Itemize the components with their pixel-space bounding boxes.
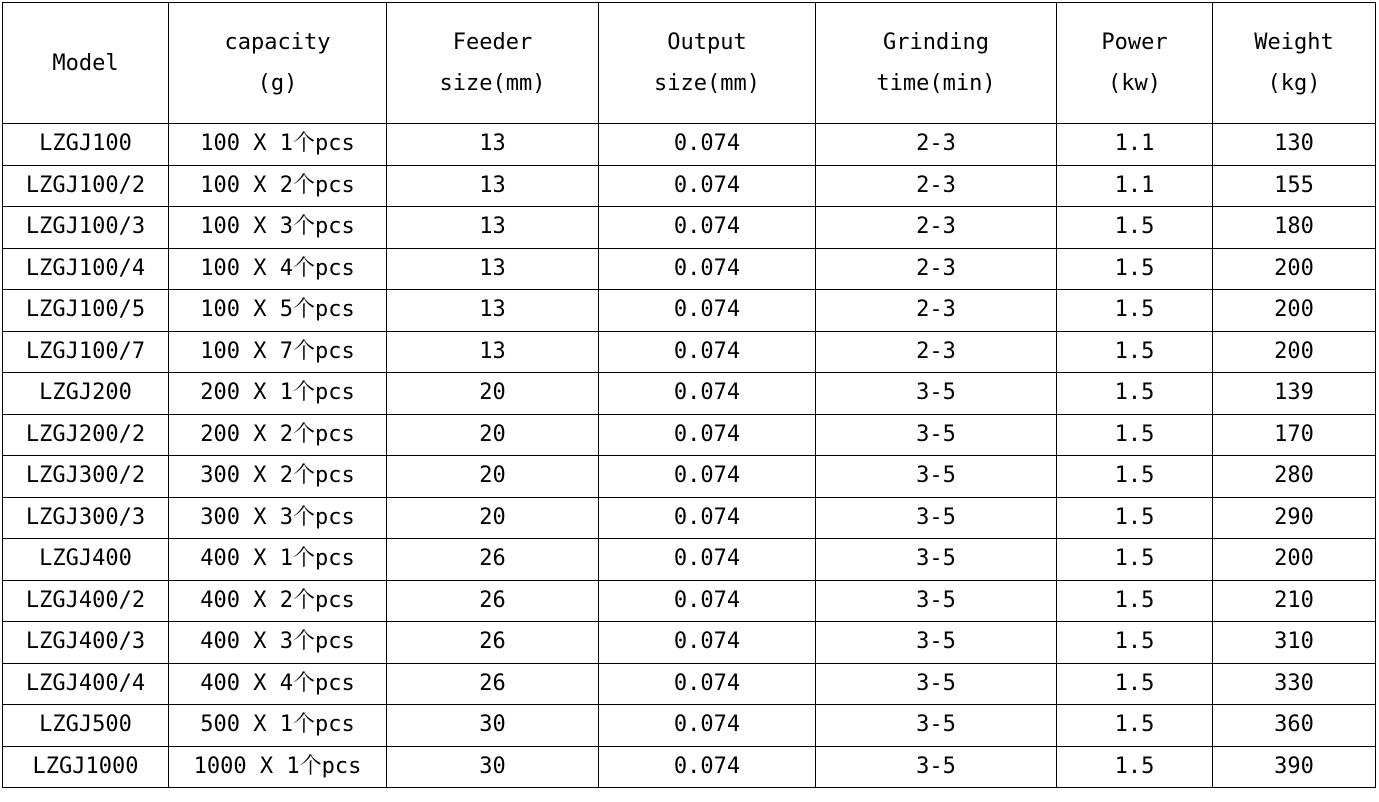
header-model-label: Model bbox=[52, 50, 119, 76]
cell-feeder-size: 20 bbox=[387, 456, 599, 498]
cell-model: LZGJ100/5 bbox=[3, 290, 169, 332]
cell-feeder-size: 13 bbox=[387, 124, 599, 166]
cell-capacity: 200 X 1个pcs bbox=[169, 373, 387, 415]
cell-weight: 180 bbox=[1213, 207, 1376, 249]
cell-grinding-time: 3-5 bbox=[816, 622, 1057, 664]
cell-model: LZGJ300/2 bbox=[3, 456, 169, 498]
spec-table bbox=[2, 2, 1376, 788]
table-row bbox=[3, 331, 1376, 373]
cell-model: LZGJ100/7 bbox=[3, 331, 169, 373]
table-row bbox=[3, 622, 1376, 664]
cell-grinding-time: 2-3 bbox=[816, 290, 1057, 332]
cell-weight: 200 bbox=[1213, 539, 1376, 581]
table-body bbox=[3, 124, 1376, 788]
cell-output-size: 0.074 bbox=[599, 580, 816, 622]
header-weight-label: Weight bbox=[1254, 30, 1334, 55]
cell-output-size: 0.074 bbox=[599, 622, 816, 664]
cell-output-size: 0.074 bbox=[599, 248, 816, 290]
header-row bbox=[3, 3, 1376, 124]
cell-grinding-time: 2-3 bbox=[816, 331, 1057, 373]
cell-feeder-size: 13 bbox=[387, 207, 599, 249]
cell-power: 1.5 bbox=[1057, 414, 1213, 456]
cell-power: 1.5 bbox=[1057, 580, 1213, 622]
cell-weight: 200 bbox=[1213, 331, 1376, 373]
cell-weight: 390 bbox=[1213, 746, 1376, 788]
cell-grinding-time: 2-3 bbox=[816, 207, 1057, 249]
cell-grinding-time: 3-5 bbox=[816, 580, 1057, 622]
cell-weight: 130 bbox=[1213, 124, 1376, 166]
cell-model: LZGJ200 bbox=[3, 373, 169, 415]
cell-feeder-size: 20 bbox=[387, 497, 599, 539]
cell-grinding-time: 3-5 bbox=[816, 539, 1057, 581]
cell-feeder-size: 20 bbox=[387, 414, 599, 456]
cell-feeder-size: 26 bbox=[387, 622, 599, 664]
cell-power: 1.5 bbox=[1057, 622, 1213, 664]
cell-output-size: 0.074 bbox=[599, 290, 816, 332]
header-output-unit: size(mm) bbox=[654, 71, 760, 96]
table-header bbox=[3, 3, 1376, 124]
cell-output-size: 0.074 bbox=[599, 331, 816, 373]
header-grinding-unit: time(min) bbox=[876, 71, 996, 96]
cell-output-size: 0.074 bbox=[599, 663, 816, 705]
table-row bbox=[3, 456, 1376, 498]
cell-feeder-size: 30 bbox=[387, 746, 599, 788]
cell-model: LZGJ200/2 bbox=[3, 414, 169, 456]
header-feeder-size bbox=[387, 3, 599, 124]
cell-grinding-time: 3-5 bbox=[816, 746, 1057, 788]
cell-power: 1.1 bbox=[1057, 165, 1213, 207]
cell-power: 1.5 bbox=[1057, 705, 1213, 747]
cell-output-size: 0.074 bbox=[599, 207, 816, 249]
cell-weight: 139 bbox=[1213, 373, 1376, 415]
header-weight bbox=[1213, 3, 1376, 124]
header-grinding-time bbox=[816, 3, 1057, 124]
cell-power: 1.5 bbox=[1057, 539, 1213, 581]
cell-output-size: 0.074 bbox=[599, 124, 816, 166]
header-model bbox=[3, 3, 169, 124]
cell-output-size: 0.074 bbox=[599, 456, 816, 498]
cell-capacity: 100 X 2个pcs bbox=[169, 165, 387, 207]
table-row bbox=[3, 248, 1376, 290]
cell-model: LZGJ100/2 bbox=[3, 165, 169, 207]
cell-model: LZGJ500 bbox=[3, 705, 169, 747]
cell-capacity: 100 X 1个pcs bbox=[169, 124, 387, 166]
cell-weight: 155 bbox=[1213, 165, 1376, 207]
table-row bbox=[3, 663, 1376, 705]
table-row bbox=[3, 497, 1376, 539]
table-row bbox=[3, 580, 1376, 622]
cell-feeder-size: 13 bbox=[387, 248, 599, 290]
cell-power: 1.5 bbox=[1057, 207, 1213, 249]
cell-weight: 170 bbox=[1213, 414, 1376, 456]
cell-grinding-time: 3-5 bbox=[816, 456, 1057, 498]
cell-capacity: 400 X 2个pcs bbox=[169, 580, 387, 622]
cell-model: LZGJ400 bbox=[3, 539, 169, 581]
header-power bbox=[1057, 3, 1213, 124]
cell-feeder-size: 26 bbox=[387, 580, 599, 622]
cell-feeder-size: 13 bbox=[387, 290, 599, 332]
cell-capacity: 300 X 2个pcs bbox=[169, 456, 387, 498]
table-row bbox=[3, 290, 1376, 332]
cell-power: 1.5 bbox=[1057, 663, 1213, 705]
cell-grinding-time: 3-5 bbox=[816, 705, 1057, 747]
header-output-size bbox=[599, 3, 816, 124]
cell-capacity: 400 X 4个pcs bbox=[169, 663, 387, 705]
cell-model: LZGJ100 bbox=[3, 124, 169, 166]
header-capacity bbox=[169, 3, 387, 124]
cell-capacity: 300 X 3个pcs bbox=[169, 497, 387, 539]
cell-weight: 330 bbox=[1213, 663, 1376, 705]
table-row bbox=[3, 414, 1376, 456]
cell-grinding-time: 3-5 bbox=[816, 414, 1057, 456]
cell-capacity: 100 X 4个pcs bbox=[169, 248, 387, 290]
cell-capacity: 100 X 3个pcs bbox=[169, 207, 387, 249]
cell-capacity: 200 X 2个pcs bbox=[169, 414, 387, 456]
cell-model: LZGJ300/3 bbox=[3, 497, 169, 539]
cell-power: 1.5 bbox=[1057, 373, 1213, 415]
cell-feeder-size: 26 bbox=[387, 663, 599, 705]
table-row bbox=[3, 746, 1376, 788]
cell-feeder-size: 13 bbox=[387, 165, 599, 207]
cell-weight: 210 bbox=[1213, 580, 1376, 622]
cell-power: 1.1 bbox=[1057, 124, 1213, 166]
header-feeder-label: Feeder bbox=[452, 30, 533, 55]
table-row bbox=[3, 124, 1376, 166]
header-weight-unit: (kg) bbox=[1267, 71, 1321, 96]
cell-model: LZGJ1000 bbox=[3, 746, 169, 788]
cell-grinding-time: 2-3 bbox=[816, 165, 1057, 207]
cell-power: 1.5 bbox=[1057, 331, 1213, 373]
cell-power: 1.5 bbox=[1057, 497, 1213, 539]
cell-output-size: 0.074 bbox=[599, 746, 816, 788]
table-row bbox=[3, 207, 1376, 249]
cell-output-size: 0.074 bbox=[599, 497, 816, 539]
header-grinding-label: Grinding bbox=[883, 30, 989, 55]
table-row bbox=[3, 373, 1376, 415]
cell-model: LZGJ100/4 bbox=[3, 248, 169, 290]
cell-output-size: 0.074 bbox=[599, 705, 816, 747]
cell-grinding-time: 2-3 bbox=[816, 124, 1057, 166]
header-power-unit: (kw) bbox=[1108, 71, 1161, 96]
cell-weight: 280 bbox=[1213, 456, 1376, 498]
cell-capacity: 500 X 1个pcs bbox=[169, 705, 387, 747]
cell-weight: 310 bbox=[1213, 622, 1376, 664]
table-row bbox=[3, 705, 1376, 747]
header-power-label: Power bbox=[1101, 30, 1168, 55]
cell-weight: 200 bbox=[1213, 290, 1376, 332]
header-capacity-unit: (g) bbox=[257, 71, 298, 96]
header-output-label: Output bbox=[667, 30, 747, 55]
cell-model: LZGJ400/2 bbox=[3, 580, 169, 622]
cell-capacity: 400 X 3个pcs bbox=[169, 622, 387, 664]
cell-feeder-size: 13 bbox=[387, 331, 599, 373]
cell-model: LZGJ400/3 bbox=[3, 622, 169, 664]
cell-power: 1.5 bbox=[1057, 248, 1213, 290]
cell-power: 1.5 bbox=[1057, 746, 1213, 788]
header-feeder-unit: size(mm) bbox=[439, 71, 546, 96]
cell-feeder-size: 26 bbox=[387, 539, 599, 581]
cell-model: LZGJ100/3 bbox=[3, 207, 169, 249]
cell-output-size: 0.074 bbox=[599, 373, 816, 415]
cell-weight: 360 bbox=[1213, 705, 1376, 747]
cell-grinding-time: 2-3 bbox=[816, 248, 1057, 290]
cell-feeder-size: 30 bbox=[387, 705, 599, 747]
cell-capacity: 100 X 7个pcs bbox=[169, 331, 387, 373]
cell-power: 1.5 bbox=[1057, 290, 1213, 332]
cell-feeder-size: 20 bbox=[387, 373, 599, 415]
cell-grinding-time: 3-5 bbox=[816, 663, 1057, 705]
cell-capacity: 100 X 5个pcs bbox=[169, 290, 387, 332]
cell-grinding-time: 3-5 bbox=[816, 373, 1057, 415]
table-row bbox=[3, 539, 1376, 581]
cell-power: 1.5 bbox=[1057, 456, 1213, 498]
cell-output-size: 0.074 bbox=[599, 414, 816, 456]
cell-weight: 290 bbox=[1213, 497, 1376, 539]
cell-capacity: 1000 X 1个pcs bbox=[169, 746, 387, 788]
cell-model: LZGJ400/4 bbox=[3, 663, 169, 705]
table-row bbox=[3, 165, 1376, 207]
cell-grinding-time: 3-5 bbox=[816, 497, 1057, 539]
cell-weight: 200 bbox=[1213, 248, 1376, 290]
cell-capacity: 400 X 1个pcs bbox=[169, 539, 387, 581]
header-capacity-label: capacity bbox=[224, 30, 331, 55]
cell-output-size: 0.074 bbox=[599, 539, 816, 581]
cell-output-size: 0.074 bbox=[599, 165, 816, 207]
